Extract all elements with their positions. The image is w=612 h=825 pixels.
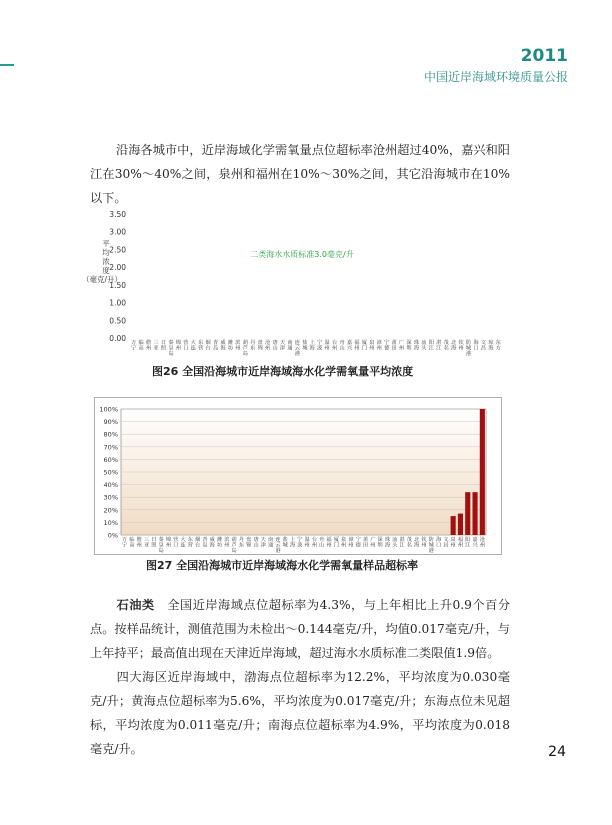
fig26-x-tick-label: 阳江 [428,340,434,352]
fig26-y-tick-label: 3.50 [109,210,126,219]
fig26-x-tick-label: 上海 [309,340,315,352]
fig27-x-tick-label: 福州 [457,537,464,549]
fig27-y-tick-label: 60% [103,455,118,464]
fig27-x-tick-label: 盐城 [282,537,288,549]
fig27-x-tick-label: 连云港 [275,537,281,555]
fig26-x-tick-label: 秦皇岛 [168,340,174,358]
fig26-x-tick-label: 营口 [183,340,189,352]
fig26-x-tick-label: 舟山 [339,340,345,352]
fig27-x-tick-label: 舟山 [319,537,325,549]
fig26-x-tick-label: 南通 [287,340,293,352]
fig26-x-tick-label: 青岛 [212,340,219,352]
fig26-x-tick-label: 大连 [190,340,196,352]
fig27-x-tick-label: 深圳 [377,537,383,549]
fig27-x-tick-label: 文昌 [443,537,449,549]
fig27-x-tick-label: 广州 [370,537,376,549]
fig26-x-tick-label: 文昌 [480,340,487,352]
fig27-x-tick-label: 日照 [151,537,157,549]
fig26-x-tick-label: 东营 [198,340,204,352]
fig26-x-tick-label: 丹东 [250,340,256,352]
fig26-x-tick-label: 沧州 [265,340,271,352]
fig27-x-tick-label: 烟台 [195,537,201,549]
fig27-x-tick-label: 滨州 [224,537,230,549]
fig27-y-tick-label: 10% [103,518,118,527]
fig26-x-tick-label: 万宁 [131,340,137,352]
fig26-x-tick-label: 湛江 [436,340,442,352]
fig26-x-tick-label: 嘉兴 [346,340,353,352]
fig27-x-tick-label: 北海 [414,537,420,549]
fig27-x-tick-label: 茂名 [406,537,412,549]
fig26-x-tick-label: 威海 [220,340,226,352]
chart-fig27-exceed-rate [94,397,502,555]
fig26-y-tick-label: 3.00 [109,227,126,237]
fig26-caption: 图26 全国沿海城市近岸海域海水化学需氧量平均浓度 [152,365,414,378]
fig26-x-tick-label: 连云港 [294,340,301,358]
fig27-x-tick-label: 钦州 [421,537,427,549]
fig26-x-tick-label: 漳州 [376,340,382,352]
fig27-x-tick-label: 丹东 [238,537,245,549]
report-year: 2011 [520,46,568,66]
fig26-x-tick-label: 潍坊 [227,340,234,352]
fig27-x-tick-label: 沧州 [479,537,485,549]
fig26-y-axis-label: 平均浓度（毫克/升） [81,239,123,284]
fig26-x-tick-label: 东方 [495,340,501,352]
fig27-x-tick-label: 漳州 [348,537,354,549]
fig27-y-tick-label: 80% [103,430,118,439]
fig26-x-tick-label: 琼海 [488,340,494,352]
fig26-x-tick-label: 临高 [138,340,144,352]
header-accent-line [0,64,14,66]
fig27-x-tick-label: 宁德 [355,537,361,549]
section-term-oil: 石油类 [116,598,155,612]
fig27-bar [480,409,485,535]
fig27-x-tick-label: 阳江 [465,537,471,549]
fig26-y-tick-label: 2.00 [109,263,126,273]
fig27-x-tick-label: 台州 [311,537,318,549]
fig26-x-tick-label: 三亚 [153,340,159,352]
fig27-x-tick-label: 盘锦 [246,537,252,549]
fig27-x-tick-label: 温州 [304,537,310,549]
fig26-x-tick-label: 泉州 [369,340,375,352]
fig27-x-tick-label: 潍坊 [216,537,223,549]
fig27-x-tick-label: 厦门 [333,537,339,549]
fig27-x-tick-label: 唐山 [253,537,259,549]
fig27-bar [465,492,470,535]
fig27-bar [458,514,463,535]
fig27-y-tick-label: 70% [103,443,118,452]
fig27-x-tick-label: 大连 [180,537,186,549]
fig27-y-tick-label: 90% [103,418,118,427]
fig26-x-tick-label: 锦州 [175,340,181,352]
fig27-x-tick-label: 临高 [129,537,135,549]
fig27-y-tick-label: 40% [103,481,118,490]
paragraph-four-seas [90,665,510,761]
fig27-x-tick-label: 威海 [209,537,215,549]
fig27-x-tick-label: 海口 [435,537,442,549]
fig26-x-tick-label: 盐城 [302,340,308,352]
fig27-x-tick-label: 天津 [260,537,266,549]
fig27-x-tick-label: 葫芦岛 [231,537,237,555]
fig27-x-tick-label: 营口 [173,537,179,549]
four-seas-text: 四大海区近岸海域中，渤海点位超标率为12.2%，平均浓度为0.030毫克/升；黄海点位超标率为5.6%，平均浓度为0.017毫克/升；东海点位未见超标，平均浓度为0.011毫克/升；南海点位超标率为4.9%，平均浓度为0.018毫克/升。 [90,670,510,756]
fig26-x-tick-label: 宁德 [384,340,390,352]
oil-text: 全国近岸海域点位超标率为4.3%，与上年相比上升0.9个百分点。按样品统计，测值范围为未检出～0.144毫克/升，均值0.017毫克/升，与上年持平；最高值出现在天津近岸海域，超过海水水质标准二类限值1.9倍。 [90,598,511,660]
fig26-x-tick-label: 台州 [331,340,338,352]
fig27-x-tick-label: 莆田 [362,537,369,549]
fig27-x-tick-label: 青岛 [202,537,208,549]
paragraph-text: 沿海各城市中，近岸海域化学需氧量点位超标率沧州超过40%，嘉兴和阳江在30%～40%之间，泉州和福州在10%～30%之间，其它沿海城市在10%以下。 [90,143,510,205]
fig27-x-tick-label: 秦皇岛 [158,537,164,555]
fig26-x-tick-label: 葫芦岛 [242,340,248,358]
fig27-x-tick-label: 东营 [187,537,193,549]
fig27-bar [472,492,477,535]
paragraph-oil [90,593,510,665]
fig26-x-tick-label: 天津 [279,340,286,352]
fig27-x-tick-label: 泉州 [450,537,456,549]
fig26-x-tick-label: 珠海 [413,340,420,352]
fig26-x-tick-label: 宁波 [317,340,323,352]
fig26-x-tick-label: 海口 [473,340,479,352]
fig27-x-tick-label: 珠海 [384,537,391,549]
fig26-x-tick-label: 深圳 [406,340,412,352]
fig26-x-tick-label: 北海 [451,340,457,352]
fig27-y-tick-label: 0% [107,531,118,540]
fig26-standard-annotation: 二类海水水质标准3.0毫克/升 [250,250,354,259]
fig26-x-tick-label: 汕头 [421,340,427,352]
fig27-x-tick-label: 三亚 [143,537,150,549]
fig27-x-tick-label: 锦州 [165,537,172,549]
fig26-x-tick-label: 广州 [398,340,405,352]
fig26-y-tick-label: 1.50 [109,280,126,290]
fig27-x-tick-label: 泉州 [341,537,347,549]
fig27-x-tick-label: 嘉兴 [472,537,478,549]
fig26-x-tick-label: 温州 [324,340,330,352]
fig26-x-tick-label: 烟台 [205,340,211,352]
fig26-x-tick-label: 盘锦 [257,340,263,352]
fig27-x-tick-label: 上海 [289,537,296,549]
fig27-x-tick-label: 南通 [268,537,274,549]
fig26-x-tick-label: 防城港 [465,340,472,358]
fig26-y-tick-label: 2.50 [109,245,126,255]
fig26-y-tick-label: 0.50 [109,316,126,326]
page-header [424,46,568,85]
fig27-y-tick-label: 100% [99,405,118,414]
fig27-x-tick-label: 汕头 [392,537,398,549]
fig26-x-tick-label: 唐山 [272,340,278,352]
fig26-y-tick-label: 1.00 [109,298,126,308]
fig27-x-tick-label: 宁波 [297,537,303,549]
fig27-x-tick-label: 福州 [326,537,332,549]
fig26-x-tick-label: 茂名 [443,340,449,352]
fig27-x-tick-label: 湛江 [399,537,405,549]
fig27-x-tick-label: 万宁 [122,537,128,549]
report-title: 中国近岸海域环境质量公报 [423,70,568,84]
fig27-x-tick-label: 儋州 [136,537,142,549]
fig27-y-tick-label: 30% [103,493,118,502]
fig27-bar [451,516,456,535]
fig27-x-tick-label: 防城港 [428,537,434,555]
fig26-x-tick-label: 儋州 [145,340,152,352]
fig27-caption: 图27 全国沿海城市近岸海域海水化学需氧量样品超标率 [146,559,419,572]
fig26-x-tick-label: 日照 [160,340,167,352]
fig26-y-tick-label: 0.00 [109,334,126,343]
fig26-x-tick-label: 福州 [354,340,360,352]
fig26-x-tick-label: 滨州 [235,340,241,352]
fig26-x-tick-label: 钦州 [458,340,464,352]
fig26-x-tick-label: 莆田 [391,340,397,352]
fig27-y-tick-label: 50% [103,468,118,477]
fig27-y-tick-label: 20% [103,506,118,515]
page-number: 24 [548,744,566,760]
fig26-x-tick-label: 厦门 [361,340,367,352]
chart-fig26-average-concentration [81,200,512,360]
